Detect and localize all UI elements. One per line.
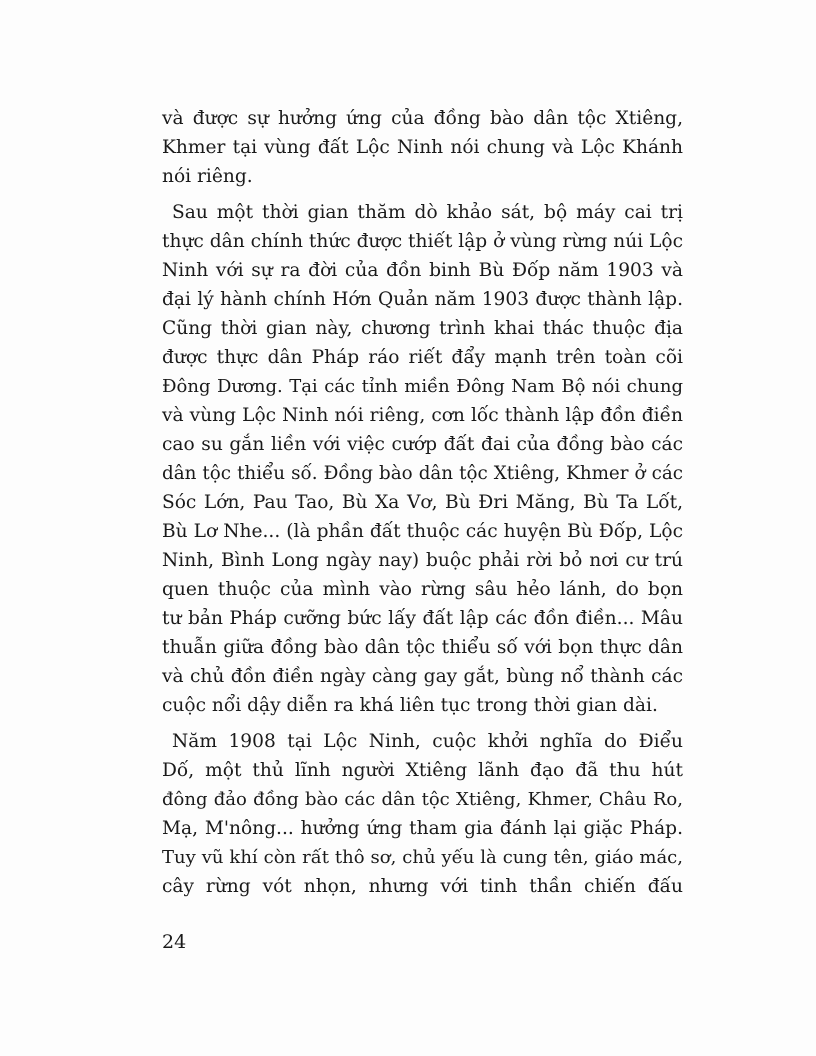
text-line: Bù Lơ Nhe... (là phần đất thuộc các huyện Bù Đốp, Lộc [162, 521, 683, 542]
text-line: quen thuộc của mình vào rừng sâu hẻo lánh, do bọn [162, 579, 683, 600]
text-line: tư bản Pháp cưỡng bức lấy đất lập các đồn điền... Mâu [162, 608, 683, 629]
text-line: Khmer tại vùng đất Lộc Ninh nói chung và Lộc Khánh [162, 137, 683, 158]
text-line: Sau một thời gian thăm dò khảo sát, bộ máy cai trị [172, 202, 683, 223]
text-line: đại lý hành chính Hớn Quản năm 1903 được thành lập. [162, 289, 683, 310]
text-line: cuộc nổi dậy diễn ra khá liên tục trong thời gian dài. [162, 695, 658, 716]
text-line: Năm 1908 tại Lộc Ninh, cuộc khởi nghĩa do Điểu [172, 731, 683, 752]
text-line: Sóc Lớn, Pau Tao, Bù Xa Vơ, Bù Đri Măng, Bù Ta Lốt, [162, 492, 683, 513]
text-line: đông đảo đồng bào các dân tộc Xtiêng, Khmer, Châu Ro, [162, 789, 683, 810]
text-line: nói riêng. [162, 166, 253, 187]
text-line: thuẫn giữa đồng bào dân tộc thiểu số với bọn thực dân [162, 637, 683, 658]
text-line: Tuy vũ khí còn rất thô sơ, chủ yếu là cung tên, giáo mác, [162, 847, 683, 868]
paragraph-2 [162, 198, 683, 720]
text-line: Đông Dương. Tại các tỉnh miền Đông Nam Bộ nói chung [162, 376, 683, 397]
text-line: Ninh, Bình Long ngày nay) buộc phải rời bỏ nơi cư trú [162, 550, 683, 571]
text-line: Dố, một thủ lĩnh người Xtiêng lãnh đạo đã thu hút [162, 760, 683, 781]
text-line: được thực dân Pháp ráo riết đẩy mạnh trên toàn cõi [162, 347, 683, 368]
text-line: Ninh với sự ra đời của đồn binh Bù Đốp năm 1903 và [162, 260, 683, 281]
text-line: Mạ, M'nông... hưởng ứng tham gia đánh lại giặc Pháp. [162, 818, 683, 839]
text-line: dân tộc thiểu số. Đồng bào dân tộc Xtiêng, Khmer ở các [162, 463, 683, 484]
paragraph-1 [162, 104, 683, 191]
page-number: 24 [162, 931, 187, 953]
text-line: và chủ đồn điền ngày càng gay gắt, bùng nổ thành các [162, 666, 683, 687]
text-line: thực dân chính thức được thiết lập ở vùng rừng núi Lộc [162, 231, 683, 252]
text-line: và vùng Lộc Ninh nói riêng, cơn lốc thành lập đồn điền [162, 405, 683, 426]
text-line: cây rừng vót nhọn, nhưng với tinh thần chiến đấu [162, 876, 683, 897]
text-line: cao su gắn liền với việc cướp đất đai của đồng bào các [162, 434, 683, 455]
paragraph-3 [162, 727, 683, 901]
page-body [162, 104, 683, 901]
text-line: Cũng thời gian này, chương trình khai thác thuộc địa [162, 318, 683, 339]
text-line: và được sự hưởng ứng của đồng bào dân tộc Xtiêng, [162, 108, 683, 129]
